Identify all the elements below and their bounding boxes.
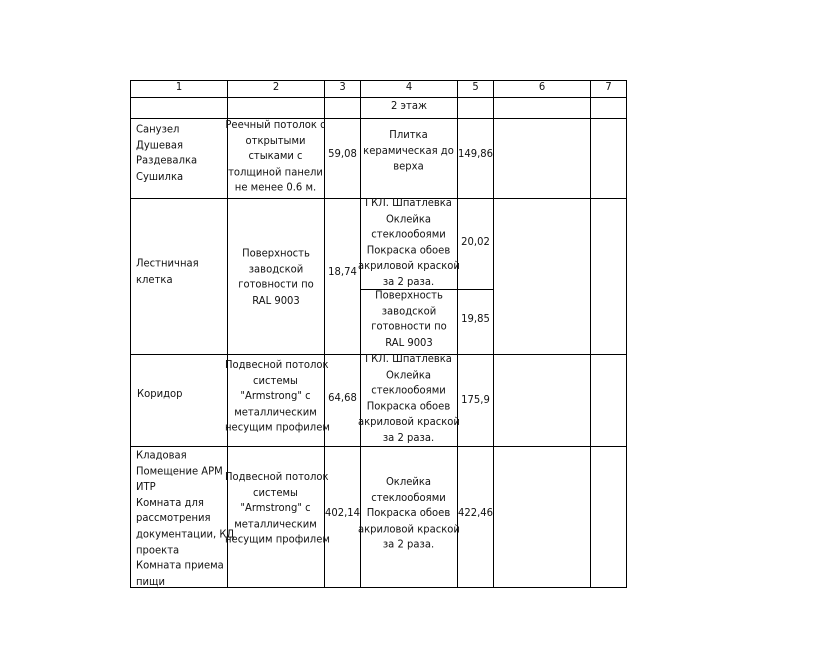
grid-line bbox=[493, 80, 494, 588]
column-header: 2 bbox=[272, 81, 280, 94]
grid-line bbox=[130, 118, 627, 119]
ceiling-finish: Реечный потолок с открытыми стыками с толщиной панели не менее 0.6 м. bbox=[225, 119, 326, 195]
room-names: Кладовая Помещение АРМ ИТР Комната для рассмотрения документации, КД проекта Комната приема пищи bbox=[136, 449, 235, 588]
column-header: 5 bbox=[472, 81, 479, 94]
column-header: 1 bbox=[175, 81, 183, 94]
ceiling-area: 18,74 bbox=[328, 266, 357, 279]
grid-line bbox=[130, 80, 131, 588]
room-names: Лестничная клетка bbox=[136, 257, 199, 286]
wall-finish: Оклейка стеклообоями Покраска обоев акриловой краской за 2 раза. bbox=[358, 476, 460, 552]
wall-area: 422,46 bbox=[458, 507, 493, 520]
grid-line bbox=[130, 97, 627, 98]
ceiling-finish: Поверхность заводской готовности по RAL 9003 bbox=[238, 247, 314, 307]
wall-finish: ГКЛ. Шпатлевка Оклейка стеклообоями Покраска обоев акриловой краской за 2 раза. bbox=[358, 197, 460, 289]
floor-label: 2 этаж bbox=[391, 100, 427, 113]
grid-line bbox=[626, 80, 627, 588]
room-names: Коридор bbox=[137, 388, 183, 401]
wall-area: 19,85 bbox=[461, 313, 490, 326]
wall-area: 149,86 bbox=[458, 148, 493, 161]
wall-finish: Плитка керамическая до верха bbox=[363, 129, 454, 173]
column-header: 6 bbox=[538, 81, 546, 94]
ceiling-area: 402,14 bbox=[325, 507, 360, 520]
column-header: 4 bbox=[405, 81, 413, 94]
wall-finish: Поверхность заводской готовности по RAL 9003 bbox=[371, 289, 447, 349]
grid-line bbox=[590, 80, 591, 588]
column-header: 7 bbox=[605, 81, 612, 94]
wall-area: 20,02 bbox=[461, 236, 490, 249]
wall-finish: ГКЛ. Шпатлевка Оклейка стеклообоями Покраска обоев акриловой краской за 2 раза. bbox=[358, 353, 460, 445]
column-header: 3 bbox=[339, 81, 346, 94]
ceiling-area: 59,08 bbox=[328, 148, 357, 161]
ceiling-finish: Подвесной потолок системы "Armstrong" с металлическим несущим профилем bbox=[225, 359, 330, 435]
room-names: Санузел Душевая Раздевалка Сушилка bbox=[136, 123, 198, 183]
ceiling-finish: Подвесной потолок системы "Armstrong" с металлическим несущим профилем bbox=[225, 471, 330, 547]
ceiling-area: 64,68 bbox=[328, 392, 357, 405]
wall-area: 175,9 bbox=[461, 394, 490, 407]
